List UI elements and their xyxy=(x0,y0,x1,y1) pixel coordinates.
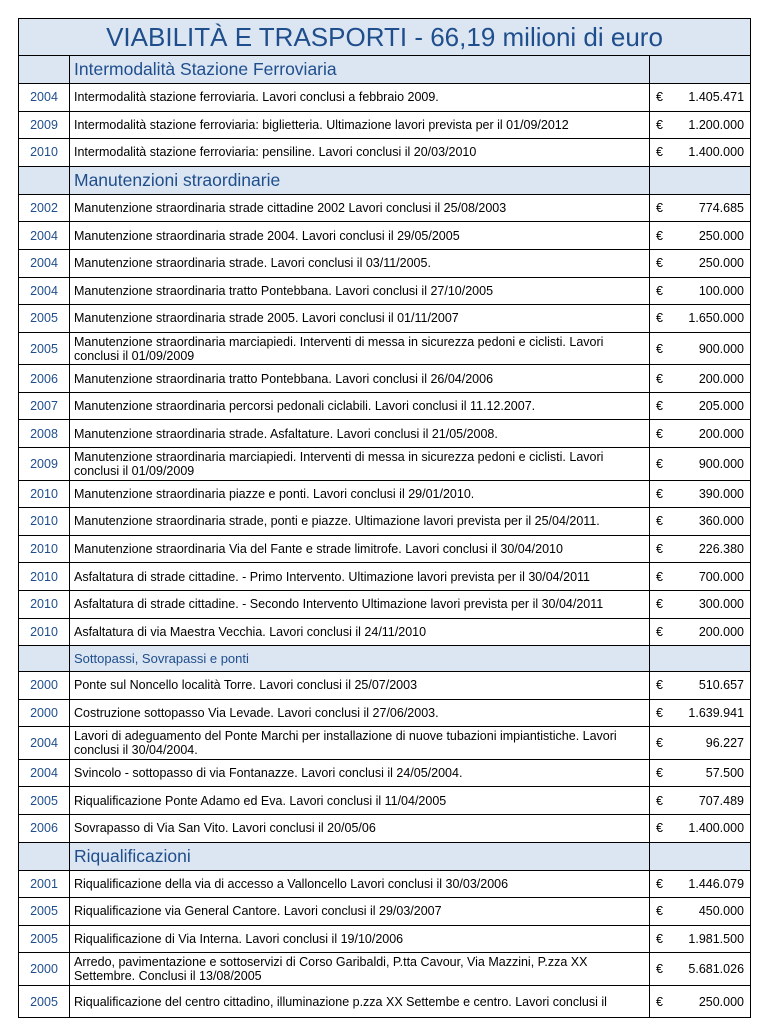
amount-wrapper xyxy=(650,487,750,501)
amount-value: 300.000 xyxy=(698,597,745,612)
amount-cell xyxy=(650,305,751,333)
amount-cell xyxy=(650,277,751,305)
year-cell: 2010 xyxy=(19,139,70,167)
year-cell: 2005 xyxy=(19,332,70,365)
year-cell: 2000 xyxy=(19,699,70,727)
amount-value: 700.000 xyxy=(698,569,745,584)
amount-wrapper xyxy=(650,706,750,720)
description-cell: Intermodalità stazione ferroviaria: pensiline. Lavori conclusi il 20/03/2010 xyxy=(70,139,650,167)
euro-symbol: € xyxy=(656,793,663,808)
amount-cell xyxy=(650,870,751,898)
amount-wrapper xyxy=(650,932,750,946)
table-row xyxy=(19,727,751,760)
euro-symbol: € xyxy=(656,962,663,977)
amount-cell xyxy=(650,480,751,508)
amount-wrapper xyxy=(650,372,750,386)
amount-wrapper xyxy=(650,678,750,692)
euro-symbol: € xyxy=(656,456,663,471)
euro-symbol: € xyxy=(656,399,663,414)
section-amount-cell xyxy=(650,842,751,870)
euro-symbol: € xyxy=(656,542,663,557)
euro-symbol: € xyxy=(656,678,663,693)
amount-value: 226.380 xyxy=(698,542,745,557)
section-amount-cell xyxy=(650,56,751,84)
year-cell: 2010 xyxy=(19,618,70,646)
table-row xyxy=(19,111,751,139)
description-cell: Manutenzione straordinaria percorsi pedonali ciclabili. Lavori conclusi il 11.12.2007. xyxy=(70,392,650,420)
year-cell: 2005 xyxy=(19,787,70,815)
description-cell: Asfaltatura di strade cittadine. - Primo Intervento. Ultimazione lavori prevista per il 30/04/2011 xyxy=(70,563,650,591)
amount-wrapper xyxy=(650,570,750,584)
euro-symbol: € xyxy=(656,904,663,919)
year-cell: 2001 xyxy=(19,870,70,898)
amount-value: 1.405.471 xyxy=(688,90,745,105)
amount-cell xyxy=(650,787,751,815)
title-row xyxy=(19,19,751,56)
amount-cell xyxy=(650,672,751,700)
description-cell: Manutenzione straordinaria Via del Fante e strade limitrofe. Lavori conclusi il 30/04/2010 xyxy=(70,535,650,563)
amount-cell xyxy=(650,332,751,365)
description-cell: Riqualificazione di Via Interna. Lavori conclusi il 19/10/2006 xyxy=(70,925,650,953)
euro-symbol: € xyxy=(656,486,663,501)
section-header-row xyxy=(19,166,751,194)
amount-wrapper xyxy=(650,427,750,441)
table-row xyxy=(19,563,751,591)
amount-cell xyxy=(650,194,751,222)
euro-symbol: € xyxy=(656,821,663,836)
amount-value: 1.400.000 xyxy=(688,821,745,836)
amount-cell xyxy=(650,590,751,618)
section-year-cell xyxy=(19,166,70,194)
amount-wrapper xyxy=(650,766,750,780)
euro-symbol: € xyxy=(656,426,663,441)
table-row xyxy=(19,870,751,898)
year-cell: 2005 xyxy=(19,305,70,333)
amount-value: 200.000 xyxy=(698,624,745,639)
year-cell: 2006 xyxy=(19,814,70,842)
amount-cell xyxy=(650,222,751,250)
amount-value: 900.000 xyxy=(698,341,745,356)
amount-value: 250.000 xyxy=(698,228,745,243)
euro-symbol: € xyxy=(656,256,663,271)
amount-wrapper xyxy=(650,145,750,159)
amount-wrapper xyxy=(650,284,750,298)
amount-value: 1.650.000 xyxy=(688,311,745,326)
amount-wrapper xyxy=(650,904,750,918)
description-cell: Manutenzione straordinaria piazze e ponti. Lavori conclusi il 29/01/2010. xyxy=(70,480,650,508)
description-cell: Asfaltatura di strade cittadine. - Secondo Intervento Ultimazione lavori prevista per il 30/04/2011 xyxy=(70,590,650,618)
amount-value: 450.000 xyxy=(698,904,745,919)
amount-cell xyxy=(650,925,751,953)
table-row xyxy=(19,365,751,393)
amount-wrapper xyxy=(650,821,750,835)
amount-wrapper xyxy=(650,877,750,891)
amount-wrapper xyxy=(650,311,750,325)
section-header-row xyxy=(19,646,751,672)
euro-symbol: € xyxy=(656,932,663,947)
description-cell: Manutenzione straordinaria strade, ponti e piazze. Ultimazione lavori prevista per il 25/04/2011. xyxy=(70,508,650,536)
year-cell: 2009 xyxy=(19,448,70,481)
description-cell: Riqualificazione della via di accesso a Valloncello Lavori conclusi il 30/03/2006 xyxy=(70,870,650,898)
euro-symbol: € xyxy=(656,597,663,612)
description-cell: Manutenzione straordinaria marciapiedi. Interventi di messa in sicurezza pedoni e ciclisti. Lavori conclusi il 01/09/2009 xyxy=(70,332,650,365)
description-cell: Ponte sul Noncello località Torre. Lavori conclusi il 25/07/2003 xyxy=(70,672,650,700)
table-row xyxy=(19,787,751,815)
year-cell: 2010 xyxy=(19,480,70,508)
description-cell: Intermodalità stazione ferroviaria. Lavori conclusi a febbraio 2009. xyxy=(70,84,650,112)
section-year-cell xyxy=(19,842,70,870)
section-year-cell xyxy=(19,646,70,672)
amount-wrapper xyxy=(650,625,750,639)
year-cell: 2004 xyxy=(19,84,70,112)
amount-value: 1.446.079 xyxy=(688,876,745,891)
amount-cell xyxy=(650,111,751,139)
description-cell: Svincolo - sottopasso di via Fontanazze. Lavori conclusi il 24/05/2004. xyxy=(70,759,650,787)
table-row xyxy=(19,420,751,448)
budget-table xyxy=(18,18,751,1018)
table-row xyxy=(19,699,751,727)
euro-symbol: € xyxy=(656,994,663,1009)
amount-wrapper xyxy=(650,90,750,104)
table-row xyxy=(19,392,751,420)
description-cell: Intermodalità stazione ferroviaria: biglietteria. Ultimazione lavori prevista per il 01/09/2012 xyxy=(70,111,650,139)
amount-value: 250.000 xyxy=(698,994,745,1009)
amount-value: 1.400.000 xyxy=(688,145,745,160)
amount-value: 250.000 xyxy=(698,256,745,271)
year-cell: 2007 xyxy=(19,392,70,420)
amount-cell xyxy=(650,535,751,563)
table-row xyxy=(19,332,751,365)
amount-wrapper xyxy=(650,399,750,413)
year-cell: 2004 xyxy=(19,727,70,760)
table-row xyxy=(19,194,751,222)
amount-cell xyxy=(650,814,751,842)
year-cell: 2005 xyxy=(19,985,70,1018)
euro-symbol: € xyxy=(656,624,663,639)
section-title: Manutenzioni straordinarie xyxy=(70,166,650,194)
amount-value: 707.489 xyxy=(698,793,745,808)
euro-symbol: € xyxy=(656,311,663,326)
amount-cell xyxy=(650,618,751,646)
amount-wrapper xyxy=(650,962,750,976)
year-cell: 2000 xyxy=(19,672,70,700)
euro-symbol: € xyxy=(656,228,663,243)
description-cell: Manutenzione straordinaria marciapiedi. Interventi di messa in sicurezza pedoni e ciclisti. Lavori conclusi il 01/09/2009 xyxy=(70,448,650,481)
table-row xyxy=(19,953,751,986)
amount-value: 1.981.500 xyxy=(688,932,745,947)
year-cell: 2006 xyxy=(19,365,70,393)
page-title: VIABILITÀ E TRASPORTI - 66,19 milioni di euro xyxy=(19,19,751,56)
table-row xyxy=(19,508,751,536)
year-cell: 2010 xyxy=(19,535,70,563)
amount-wrapper xyxy=(650,201,750,215)
year-cell: 2010 xyxy=(19,563,70,591)
year-cell: 2004 xyxy=(19,277,70,305)
euro-symbol: € xyxy=(656,705,663,720)
euro-symbol: € xyxy=(656,341,663,356)
table-row xyxy=(19,305,751,333)
section-header-row xyxy=(19,842,751,870)
description-cell: Arredo, pavimentazione e sottoservizi di Corso Garibaldi, P.tta Cavour, Via Mazzini, P.zza XX Settembre. Conclusi il 13/08/2005 xyxy=(70,953,650,986)
description-cell: Sovrapasso di Via San Vito. Lavori conclusi il 20/05/06 xyxy=(70,814,650,842)
amount-value: 1.200.000 xyxy=(688,117,745,132)
description-cell: Manutenzione straordinaria strade cittadine 2002 Lavori conclusi il 25/08/2003 xyxy=(70,194,650,222)
table-row xyxy=(19,925,751,953)
description-cell: Costruzione sottopasso Via Levade. Lavori conclusi il 27/06/2003. xyxy=(70,699,650,727)
section-title: Riqualificazioni xyxy=(70,842,650,870)
amount-value: 390.000 xyxy=(698,486,745,501)
table-row xyxy=(19,480,751,508)
amount-value: 360.000 xyxy=(698,514,745,529)
amount-cell xyxy=(650,759,751,787)
section-title: Sottopassi, Sovrapassi e ponti xyxy=(70,646,650,672)
euro-symbol: € xyxy=(656,145,663,160)
description-cell: Manutenzione straordinaria strade. Asfaltature. Lavori conclusi il 21/05/2008. xyxy=(70,420,650,448)
amount-wrapper xyxy=(650,256,750,270)
table-row xyxy=(19,618,751,646)
table-row xyxy=(19,898,751,926)
description-cell: Manutenzione straordinaria tratto Pontebbana. Lavori conclusi il 27/10/2005 xyxy=(70,277,650,305)
amount-cell xyxy=(650,448,751,481)
year-cell: 2004 xyxy=(19,249,70,277)
euro-symbol: € xyxy=(656,514,663,529)
description-cell: Asfaltatura di via Maestra Vecchia. Lavori conclusi il 24/11/2010 xyxy=(70,618,650,646)
budget-table-sheet xyxy=(18,18,750,1018)
amount-cell xyxy=(650,727,751,760)
amount-value: 510.657 xyxy=(698,678,745,693)
amount-cell xyxy=(650,249,751,277)
euro-symbol: € xyxy=(656,371,663,386)
description-cell: Manutenzione straordinaria strade. Lavori conclusi il 03/11/2005. xyxy=(70,249,650,277)
amount-cell xyxy=(650,898,751,926)
description-cell: Manutenzione straordinaria tratto Pontebbana. Lavori conclusi il 26/04/2006 xyxy=(70,365,650,393)
description-cell: Manutenzione straordinaria strade 2005. Lavori conclusi il 01/11/2007 xyxy=(70,305,650,333)
amount-wrapper xyxy=(650,229,750,243)
amount-value: 57.500 xyxy=(705,766,745,781)
table-row xyxy=(19,985,751,1018)
section-header-row xyxy=(19,56,751,84)
section-title: Intermodalità Stazione Ferroviaria xyxy=(70,56,650,84)
euro-symbol: € xyxy=(656,766,663,781)
amount-value: 200.000 xyxy=(698,426,745,441)
year-cell: 2009 xyxy=(19,111,70,139)
table-row xyxy=(19,277,751,305)
table-row xyxy=(19,222,751,250)
amount-value: 100.000 xyxy=(698,283,745,298)
year-cell: 2005 xyxy=(19,925,70,953)
table-row xyxy=(19,814,751,842)
amount-value: 900.000 xyxy=(698,456,745,471)
section-amount-cell xyxy=(650,166,751,194)
euro-symbol: € xyxy=(656,569,663,584)
amount-cell xyxy=(650,953,751,986)
year-cell: 2000 xyxy=(19,953,70,986)
description-cell: Riqualificazione del centro cittadino, illuminazione p.zza XX Settembe e centro. Lavori conclusi il xyxy=(70,985,650,1018)
amount-cell xyxy=(650,420,751,448)
amount-value: 96.227 xyxy=(705,736,745,751)
amount-wrapper xyxy=(650,995,750,1009)
table-row xyxy=(19,249,751,277)
description-cell: Riqualificazione via General Cantore. Lavori conclusi il 29/03/2007 xyxy=(70,898,650,926)
description-cell: Lavori di adeguamento del Ponte Marchi per installazione di nuove tubazioni impiantistiche. Lavori conclusi il 30/04/2004. xyxy=(70,727,650,760)
amount-cell xyxy=(650,392,751,420)
euro-symbol: € xyxy=(656,117,663,132)
euro-symbol: € xyxy=(656,283,663,298)
description-cell: Manutenzione straordinaria strade 2004. Lavori conclusi il 29/05/2005 xyxy=(70,222,650,250)
amount-wrapper xyxy=(650,514,750,528)
amount-wrapper xyxy=(650,542,750,556)
euro-symbol: € xyxy=(656,90,663,105)
amount-value: 5.681.026 xyxy=(688,962,745,977)
year-cell: 2010 xyxy=(19,508,70,536)
table-row xyxy=(19,84,751,112)
euro-symbol: € xyxy=(656,736,663,751)
amount-wrapper xyxy=(650,457,750,471)
year-cell: 2002 xyxy=(19,194,70,222)
year-cell: 2004 xyxy=(19,222,70,250)
amount-cell xyxy=(650,139,751,167)
amount-wrapper xyxy=(650,342,750,356)
amount-value: 1.639.941 xyxy=(688,705,745,720)
amount-cell xyxy=(650,84,751,112)
table-row xyxy=(19,139,751,167)
amount-value: 774.685 xyxy=(698,201,745,216)
section-amount-cell xyxy=(650,646,751,672)
amount-value: 205.000 xyxy=(698,399,745,414)
amount-wrapper xyxy=(650,736,750,750)
amount-wrapper xyxy=(650,794,750,808)
description-cell: Riqualificazione Ponte Adamo ed Eva. Lavori conclusi il 11/04/2005 xyxy=(70,787,650,815)
section-year-cell xyxy=(19,56,70,84)
amount-wrapper xyxy=(650,597,750,611)
year-cell: 2005 xyxy=(19,898,70,926)
budget-table-body xyxy=(19,19,751,1018)
year-cell: 2004 xyxy=(19,759,70,787)
table-row xyxy=(19,590,751,618)
table-row xyxy=(19,448,751,481)
amount-cell xyxy=(650,508,751,536)
amount-cell xyxy=(650,699,751,727)
amount-value: 200.000 xyxy=(698,371,745,386)
euro-symbol: € xyxy=(656,876,663,891)
amount-cell xyxy=(650,365,751,393)
euro-symbol: € xyxy=(656,201,663,216)
amount-wrapper xyxy=(650,118,750,132)
amount-cell xyxy=(650,563,751,591)
amount-cell xyxy=(650,985,751,1018)
table-row xyxy=(19,759,751,787)
table-row xyxy=(19,672,751,700)
year-cell: 2008 xyxy=(19,420,70,448)
year-cell: 2010 xyxy=(19,590,70,618)
table-row xyxy=(19,535,751,563)
